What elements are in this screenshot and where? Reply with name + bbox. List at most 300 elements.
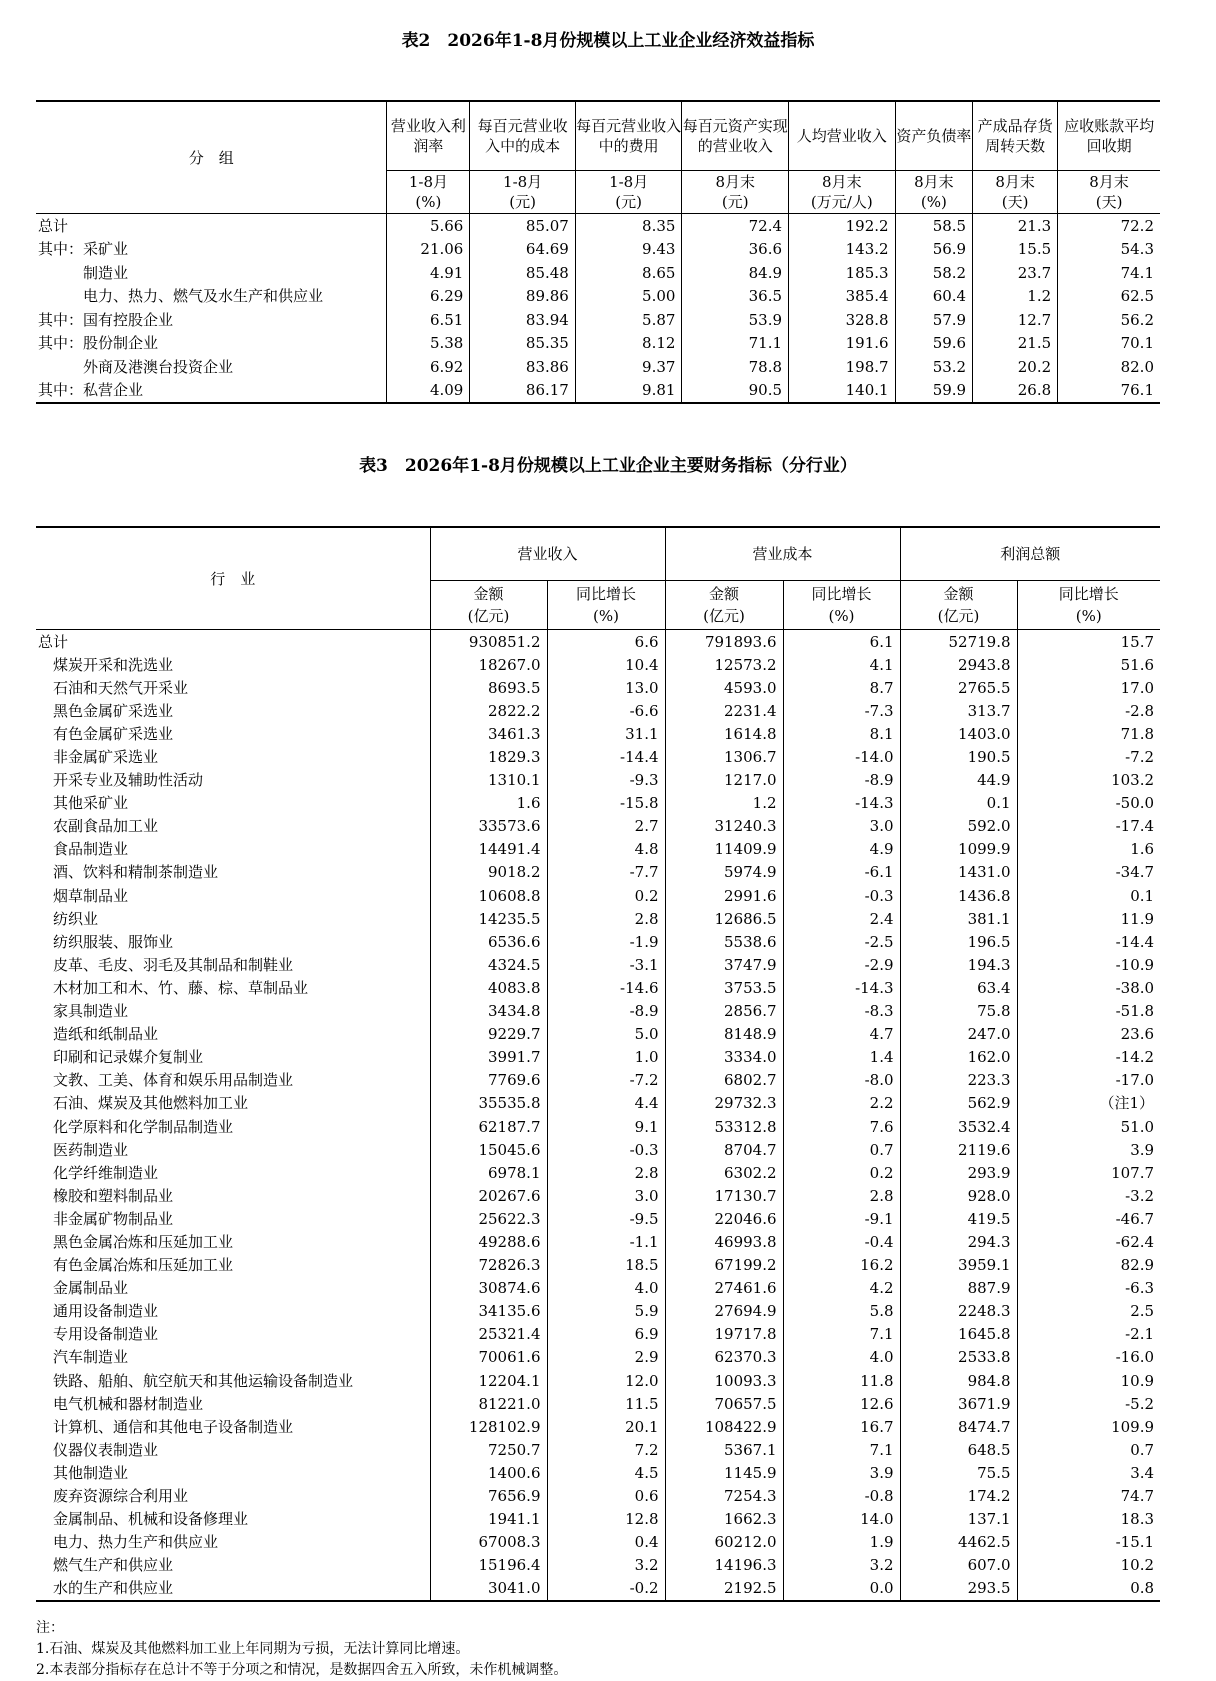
table-cell: 8.35 [575, 214, 682, 238]
table-cell: 0.7 [783, 1138, 900, 1161]
table-cell: 2.8 [783, 1184, 900, 1207]
table-row [36, 1300, 1160, 1323]
table-cell: 31240.3 [665, 815, 783, 838]
table-cell: 4.7 [783, 1023, 900, 1046]
table-cell: 18267.0 [430, 653, 547, 676]
table-cell: 14196.3 [665, 1554, 783, 1577]
unit-label: (元) [615, 193, 642, 211]
column-period-unit [387, 171, 470, 214]
column-header: 每百元资产实现的营业收入 [682, 101, 789, 171]
industry-label: 木材加工和木、竹、藤、棕、草制品业 [38, 978, 309, 997]
table-cell: 72826.3 [430, 1254, 547, 1277]
table-cell: 143.2 [789, 238, 896, 262]
table-cell: -6.6 [547, 699, 665, 722]
table-cell: 90.5 [682, 379, 789, 404]
table-cell: 16.7 [783, 1415, 900, 1438]
table-cell: 23.7 [973, 261, 1058, 285]
table-cell: -3.1 [547, 953, 665, 976]
table-cell: 5.66 [387, 214, 470, 238]
table-cell: 12.6 [783, 1392, 900, 1415]
industry-label: 农副食品加工业 [38, 817, 159, 836]
table-cell: 592.0 [900, 815, 1017, 838]
industry-label: 电力、热力生产和供应业 [38, 1533, 219, 1552]
industry-label: 燃气生产和供应业 [38, 1556, 174, 1575]
unit-label: (元) [721, 193, 749, 211]
table-cell: 46993.8 [665, 1230, 783, 1253]
table-cell: 82.9 [1017, 1254, 1160, 1277]
table-cell: 83.86 [470, 355, 576, 379]
amount-label: 金额 [709, 585, 740, 603]
table-cell: 140.1 [789, 379, 896, 404]
table-cell: 6802.7 [665, 1069, 783, 1092]
amount-unit: (亿元) [467, 607, 510, 625]
column-header: 营业收入利润率 [387, 101, 470, 171]
table-cell: -7.3 [783, 699, 900, 722]
table-cell: 3747.9 [665, 953, 783, 976]
table-cell: 71.1 [682, 332, 789, 356]
table-cell: 7250.7 [430, 1438, 547, 1461]
table-cell: 20.1 [547, 1415, 665, 1438]
footnotes [36, 1618, 567, 1681]
industry-label: 纺织业 [38, 909, 99, 928]
table-cell: 12204.1 [430, 1369, 547, 1392]
table-cell: 7656.9 [430, 1484, 547, 1507]
table-cell: -10.9 [1017, 953, 1160, 976]
industry-label: 铁路、船舶、航空航天和其他运输设备制造业 [38, 1371, 354, 1390]
table-row [36, 1161, 1160, 1184]
table-cell: 1.2 [973, 285, 1058, 309]
table-cell: 35535.8 [430, 1092, 547, 1115]
table-cell: -17.4 [1017, 815, 1160, 838]
industry-label: 橡胶和塑料制品业 [38, 1186, 174, 1205]
table-cell: 2.9 [547, 1346, 665, 1369]
table-cell: 22046.6 [665, 1207, 783, 1230]
industry-label: 开采专业及辅助性活动 [38, 771, 204, 790]
table-cell: 27461.6 [665, 1277, 783, 1300]
table-cell: 58.5 [895, 214, 973, 238]
table-cell: 5.87 [575, 308, 682, 332]
amount-label: 金额 [473, 585, 504, 603]
table-cell: 4.1 [783, 653, 900, 676]
table-cell: -9.5 [547, 1207, 665, 1230]
table-cell: 1400.6 [430, 1461, 547, 1484]
table-cell: 1.0 [547, 1046, 665, 1069]
industry-label: 通用设备制造业 [38, 1302, 159, 1321]
industry-label: 烟草制品业 [38, 886, 129, 905]
table-cell: 2192.5 [665, 1577, 783, 1601]
table-cell: 7254.3 [665, 1484, 783, 1507]
table-cell: -14.4 [547, 745, 665, 768]
table-cell: -2.5 [783, 930, 900, 953]
table-cell: 36.6 [682, 238, 789, 262]
table-cell: 0.0 [783, 1577, 900, 1601]
table-cell: 6.92 [387, 355, 470, 379]
period-label: 8月末 [914, 173, 954, 191]
table-cell: -7.7 [547, 861, 665, 884]
table-cell: -62.4 [1017, 1230, 1160, 1253]
table-row [36, 1346, 1160, 1369]
subheader-amount [430, 581, 547, 630]
table-cell: 174.2 [900, 1484, 1017, 1507]
table-cell: 11.8 [783, 1369, 900, 1392]
table-cell: -0.3 [547, 1138, 665, 1161]
table-cell: 4462.5 [900, 1531, 1017, 1554]
table-row [36, 238, 1160, 262]
table-cell: 56.2 [1058, 308, 1160, 332]
table-cell: 2856.7 [665, 1000, 783, 1023]
growth-unit: (%) [1075, 607, 1102, 625]
table-cell: -3.2 [1017, 1184, 1160, 1207]
table-cell: -38.0 [1017, 976, 1160, 999]
table-row [36, 1277, 1160, 1300]
table-cell: 1645.8 [900, 1323, 1017, 1346]
table-cell: -7.2 [1017, 745, 1160, 768]
table-cell: 0.2 [547, 884, 665, 907]
period-label: 8月末 [995, 173, 1035, 191]
table-row [36, 1092, 1160, 1115]
table-cell: 3434.8 [430, 1000, 547, 1023]
table-cell: 4.8 [547, 838, 665, 861]
table-cell: 1099.9 [900, 838, 1017, 861]
industry-label: 专用设备制造业 [38, 1325, 159, 1344]
table-cell: 791893.6 [665, 630, 783, 654]
table-row [36, 953, 1160, 976]
table-cell: 74.1 [1058, 261, 1160, 285]
table-cell: 984.8 [900, 1369, 1017, 1392]
table-cell: 2248.3 [900, 1300, 1017, 1323]
table-row [36, 332, 1160, 356]
table-cell: 21.5 [973, 332, 1058, 356]
table-cell: -9.1 [783, 1207, 900, 1230]
table-cell: 3.2 [783, 1554, 900, 1577]
growth-label: 同比增长 [811, 585, 872, 603]
table-cell: 89.86 [470, 285, 576, 309]
table-cell: 59.6 [895, 332, 973, 356]
table-row [36, 1138, 1160, 1161]
industry-label: 皮革、毛皮、羽毛及其制品和制鞋业 [38, 955, 294, 974]
table-cell: -15.1 [1017, 1531, 1160, 1554]
table-cell: 23.6 [1017, 1023, 1160, 1046]
industry-label: 有色金属矿采选业 [38, 724, 174, 743]
table-cell: 0.6 [547, 1484, 665, 1507]
table-cell: 19717.8 [665, 1323, 783, 1346]
table-cell: 0.8 [1017, 1577, 1160, 1601]
column-period-unit [682, 171, 789, 214]
table-row [36, 1184, 1160, 1207]
table-cell: 53312.8 [665, 1115, 783, 1138]
table-cell: 9.81 [575, 379, 682, 404]
row-label: 其中：股份制企业 [38, 334, 159, 353]
industry-label: 酒、饮料和精制茶制造业 [38, 863, 219, 882]
table-cell: 7769.6 [430, 1069, 547, 1092]
table-cell: 1.6 [430, 792, 547, 815]
table-cell: 10.9 [1017, 1369, 1160, 1392]
row-label: 其中：采矿业 [38, 240, 129, 259]
table-cell: 192.2 [789, 214, 896, 238]
table-cell: 2.8 [547, 907, 665, 930]
table-cell: 15.7 [1017, 630, 1160, 654]
table-cell: 60212.0 [665, 1531, 783, 1554]
column-header: 应收账款平均回收期 [1058, 101, 1160, 171]
table-cell: -2.9 [783, 953, 900, 976]
industry-label: 文教、工美、体育和娱乐用品制造业 [38, 1071, 294, 1090]
table-cell: -17.0 [1017, 1069, 1160, 1092]
table-row [36, 1554, 1160, 1577]
table-cell: 2.4 [783, 907, 900, 930]
group-header: 分 组 [188, 148, 234, 167]
table-cell: 562.9 [900, 1092, 1017, 1115]
column-header: 每百元营业收入中的费用 [575, 101, 682, 171]
table-cell: 3753.5 [665, 976, 783, 999]
table3-title: 表3 2026年1-8月份规模以上工业企业主要财务指标（分行业） [359, 456, 857, 476]
industry-label: 其他制造业 [38, 1463, 129, 1482]
table-cell: 53.2 [895, 355, 973, 379]
table-cell: -2.8 [1017, 699, 1160, 722]
table-row [36, 1000, 1160, 1023]
table-cell: 59.9 [895, 379, 973, 404]
table-cell: 4083.8 [430, 976, 547, 999]
table-cell: 2.2 [783, 1092, 900, 1115]
table-cell: 419.5 [900, 1207, 1017, 1230]
table-cell: 85.48 [470, 261, 576, 285]
table-cell: -16.0 [1017, 1346, 1160, 1369]
table-cell: 7.2 [547, 1438, 665, 1461]
table-cell: 2822.2 [430, 699, 547, 722]
table-cell: 14235.5 [430, 907, 547, 930]
table-cell: 6302.2 [665, 1161, 783, 1184]
table-cell: 58.2 [895, 261, 973, 285]
table-cell: 18.5 [547, 1254, 665, 1277]
table-cell: -0.2 [547, 1577, 665, 1601]
table2-economic-indicators [36, 100, 1160, 404]
table-cell: 3959.1 [900, 1254, 1017, 1277]
row-label: 制造业 [38, 263, 129, 282]
table-cell: 15045.6 [430, 1138, 547, 1161]
table-cell: 648.5 [900, 1438, 1017, 1461]
table-cell: 3991.7 [430, 1046, 547, 1069]
table-cell: 1310.1 [430, 769, 547, 792]
table-cell: 75.8 [900, 1000, 1017, 1023]
table-cell: 4.5 [547, 1461, 665, 1484]
table-cell: 9018.2 [430, 861, 547, 884]
column-period-unit [470, 171, 576, 214]
table-cell: 0.2 [783, 1161, 900, 1184]
table-cell: 293.5 [900, 1577, 1017, 1601]
table-cell: -15.8 [547, 792, 665, 815]
table-cell: 7.6 [783, 1115, 900, 1138]
note-2: 2.本表部分指标存在总计不等于分项之和情况，是数据四舍五入所致，未作机械调整。 [36, 1662, 568, 1678]
table-row [36, 699, 1160, 722]
column-header: 每百元营业收入中的成本 [470, 101, 576, 171]
table-cell: 7.1 [783, 1323, 900, 1346]
table-row [36, 1461, 1160, 1484]
table-cell: 1.2 [665, 792, 783, 815]
table-cell: 9.37 [575, 355, 682, 379]
table-cell: 5367.1 [665, 1438, 783, 1461]
table-cell: 1431.0 [900, 861, 1017, 884]
amount-unit: (亿元) [937, 607, 980, 625]
unit-label: (万元/人) [810, 193, 873, 211]
table-cell: 10.4 [547, 653, 665, 676]
table-cell: 3461.3 [430, 722, 547, 745]
table-cell: 2.5 [1017, 1300, 1160, 1323]
column-header: 资产负债率 [895, 101, 973, 171]
table-cell: 12.7 [973, 308, 1058, 332]
table-cell: 5.00 [575, 285, 682, 309]
table-cell: 1403.0 [900, 722, 1017, 745]
table-cell: 70.1 [1058, 332, 1160, 356]
industry-label: 金属制品、机械和设备修理业 [38, 1510, 249, 1529]
table-cell: 72.4 [682, 214, 789, 238]
table-cell: -7.2 [547, 1069, 665, 1092]
industry-label: 造纸和纸制品业 [38, 1025, 159, 1044]
table-cell: 62187.7 [430, 1115, 547, 1138]
table-cell: 4.4 [547, 1092, 665, 1115]
industry-label: 化学纤维制造业 [38, 1163, 159, 1182]
table-row [36, 976, 1160, 999]
amount-unit: (亿元) [703, 607, 745, 625]
table-cell: 107.7 [1017, 1161, 1160, 1184]
table-cell: -34.7 [1017, 861, 1160, 884]
table-cell: 196.5 [900, 930, 1017, 953]
column-header: 人均营业收入 [789, 101, 896, 171]
table-cell: 5974.9 [665, 861, 783, 884]
table-cell: 3532.4 [900, 1115, 1017, 1138]
table-cell: -8.3 [783, 1000, 900, 1023]
table-cell: -14.4 [1017, 930, 1160, 953]
table-cell: 3.4 [1017, 1461, 1160, 1484]
table-cell: 11.5 [547, 1392, 665, 1415]
industry-label: 废弃资源综合利用业 [38, 1487, 189, 1506]
table-cell: 6.29 [387, 285, 470, 309]
industry-label: 纺织服装、服饰业 [38, 932, 174, 951]
industry-label: 食品制造业 [38, 840, 129, 859]
table-cell: 294.3 [900, 1230, 1017, 1253]
table-row [36, 1508, 1160, 1531]
industry-label: 其他采矿业 [38, 794, 129, 813]
table-cell: 2533.8 [900, 1346, 1017, 1369]
industry-label: 黑色金属矿采选业 [38, 701, 174, 720]
table-cell: -5.2 [1017, 1392, 1160, 1415]
table-row [36, 1069, 1160, 1092]
industry-label: 有色金属冶炼和压延加工业 [38, 1256, 234, 1275]
industry-label: 家具制造业 [38, 1002, 129, 1021]
table-cell: 10093.3 [665, 1369, 783, 1392]
table-cell: 53.9 [682, 308, 789, 332]
table-cell: 328.8 [789, 308, 896, 332]
table-cell: 20267.6 [430, 1184, 547, 1207]
table-cell: 0.1 [900, 792, 1017, 815]
table-cell: 14491.4 [430, 838, 547, 861]
table-cell: 52719.8 [900, 630, 1017, 654]
table-cell: -14.3 [783, 976, 900, 999]
period-label: 1-8月 [609, 173, 649, 191]
table-cell: 15196.4 [430, 1554, 547, 1577]
table-cell: 15.5 [973, 238, 1058, 262]
table-cell: 60.4 [895, 285, 973, 309]
table-cell: 109.9 [1017, 1415, 1160, 1438]
table-cell: 3.0 [547, 1184, 665, 1207]
industry-label: 石油和天然气开采业 [38, 678, 189, 697]
table-cell: 194.3 [900, 953, 1017, 976]
table-cell: 17.0 [1017, 676, 1160, 699]
table-cell: -50.0 [1017, 792, 1160, 815]
table-cell: 44.9 [900, 769, 1017, 792]
table-cell: 5.9 [547, 1300, 665, 1323]
table-cell: 185.3 [789, 261, 896, 285]
table-row [36, 1207, 1160, 1230]
table-cell: 5538.6 [665, 930, 783, 953]
growth-unit: (%) [828, 607, 855, 625]
table-cell: 74.7 [1017, 1484, 1160, 1507]
table-cell: 4.0 [547, 1277, 665, 1300]
table-cell: 293.9 [900, 1161, 1017, 1184]
table-row [36, 1369, 1160, 1392]
table-cell: 34135.6 [430, 1300, 547, 1323]
unit-label: (元) [509, 193, 536, 211]
table-cell: 70657.5 [665, 1392, 783, 1415]
subheader-growth [783, 581, 900, 630]
table-cell: 8693.5 [430, 676, 547, 699]
table-row [36, 930, 1160, 953]
subheader-growth [547, 581, 665, 630]
table-cell: -8.9 [547, 1000, 665, 1023]
group-header-profit: 利润总额 [900, 527, 1160, 581]
table-cell: 85.07 [470, 214, 576, 238]
table-cell: 36.5 [682, 285, 789, 309]
table-cell: 29732.3 [665, 1092, 783, 1115]
group-header-revenue: 营业收入 [430, 527, 665, 581]
table-cell: 82.0 [1058, 355, 1160, 379]
table-cell: 57.9 [895, 308, 973, 332]
table-cell: 9.1 [547, 1115, 665, 1138]
table-cell: 84.9 [682, 261, 789, 285]
table-cell: 67008.3 [430, 1531, 547, 1554]
table-cell: 62370.3 [665, 1346, 783, 1369]
industry-header: 行 业 [210, 569, 256, 588]
row-label: 总计 [38, 216, 69, 235]
column-period-unit [789, 171, 896, 214]
table-cell: 6536.6 [430, 930, 547, 953]
subheader-amount [900, 581, 1017, 630]
table-row [36, 1046, 1160, 1069]
table-cell: 3334.0 [665, 1046, 783, 1069]
table-cell: -8.9 [783, 769, 900, 792]
table-cell: 12573.2 [665, 653, 783, 676]
table-cell: -6.1 [783, 861, 900, 884]
column-period-unit [973, 171, 1058, 214]
table-cell: 6.51 [387, 308, 470, 332]
table-cell: 2991.6 [665, 884, 783, 907]
notes-heading: 注： [36, 1620, 64, 1636]
table-row [36, 1438, 1160, 1461]
table-cell: 16.2 [783, 1254, 900, 1277]
table-cell: （注1） [1017, 1092, 1160, 1115]
table-row [36, 1254, 1160, 1277]
table-row [36, 1230, 1160, 1253]
table-cell: 14.0 [783, 1508, 900, 1531]
table-row [36, 1415, 1160, 1438]
table-row [36, 1531, 1160, 1554]
table-row [36, 1115, 1160, 1138]
table-row [36, 861, 1160, 884]
row-label: 其中：私营企业 [38, 381, 144, 400]
table-cell: 4.09 [387, 379, 470, 404]
table-cell: 190.5 [900, 745, 1017, 768]
table-cell: 5.8 [783, 1300, 900, 1323]
table-cell: 25321.4 [430, 1323, 547, 1346]
table-cell: 12.0 [547, 1369, 665, 1392]
